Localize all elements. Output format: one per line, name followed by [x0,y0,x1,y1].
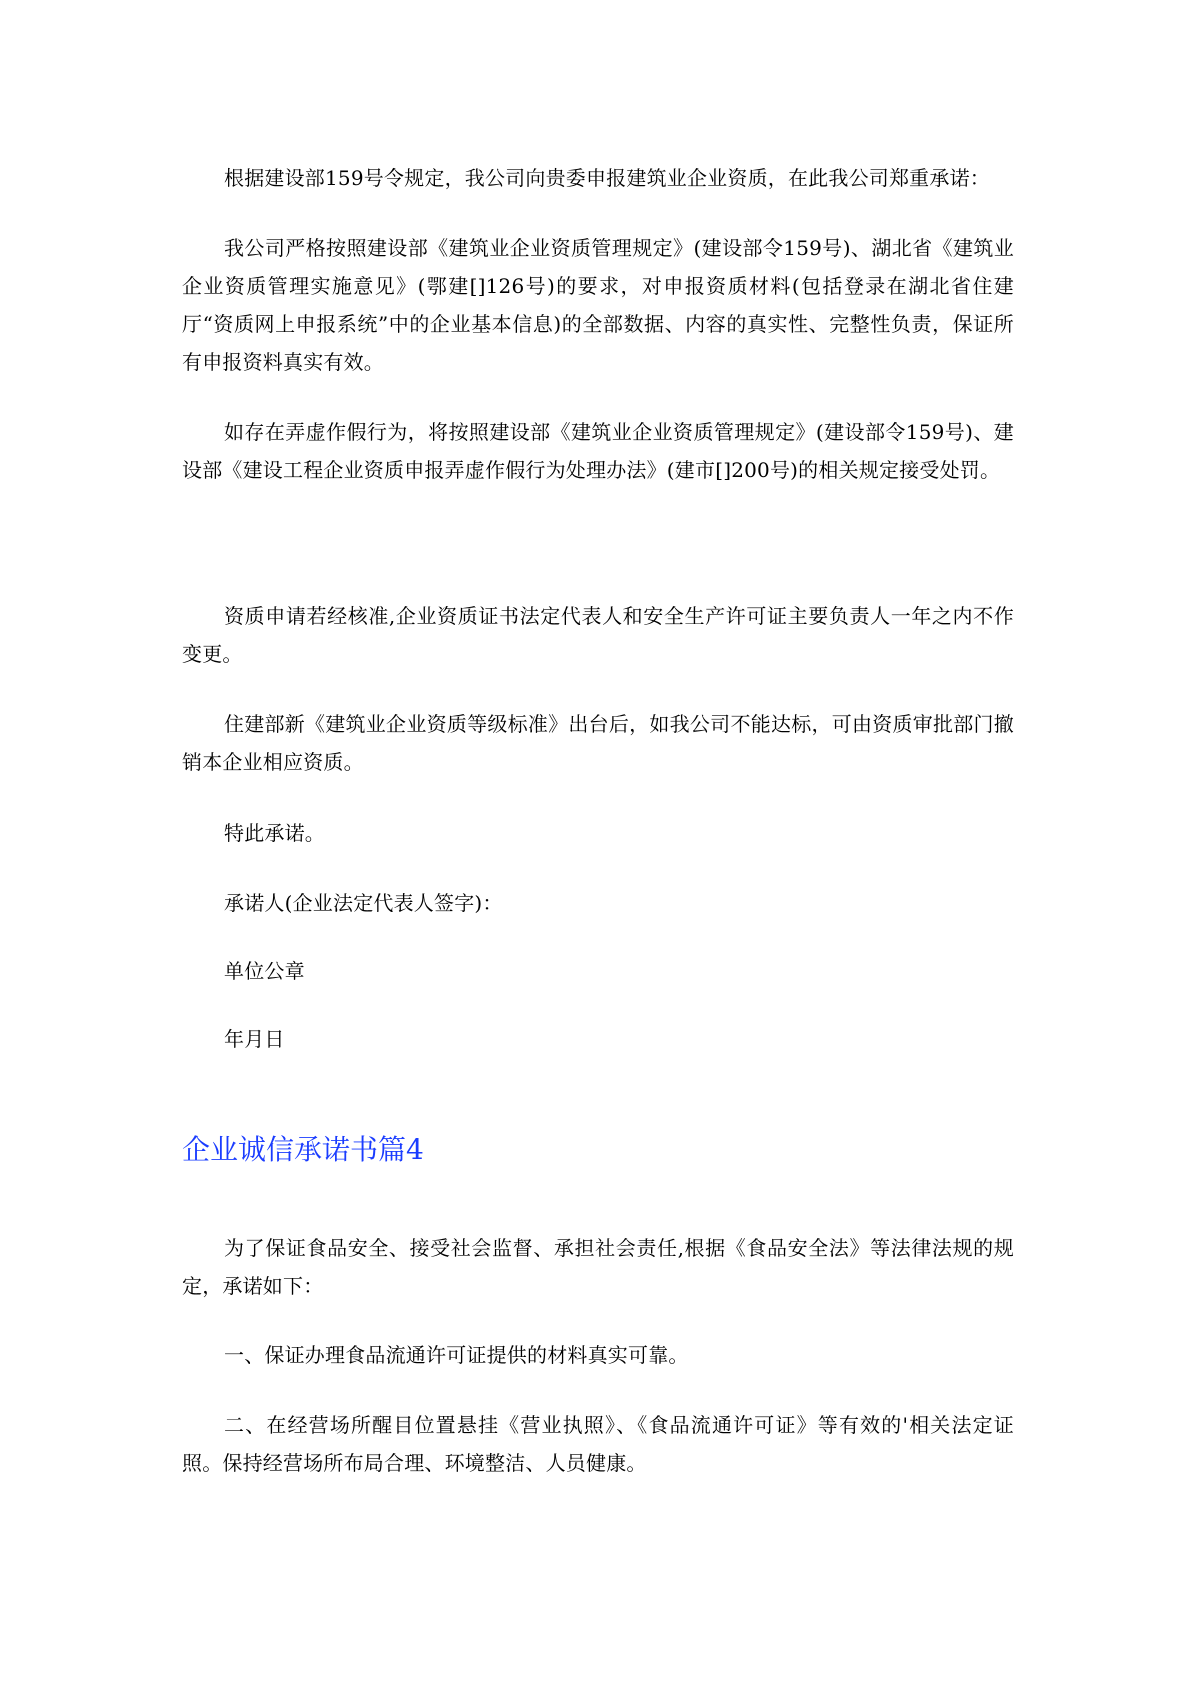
paragraph-food-intro: 为了保证食品安全、接受社会监督、承担社会责任,根据《食品安全法》等法律法规的规定，承诺如下： [182,1236,1014,1298]
paragraph-penalty: 如存在弄虚作假行为，将按照建设部《建筑业企业资质管理规定》(建设部令159号)、建设部《建设工程企业资质申报弄虚作假行为处理办法》(建市[]200号)的相关规定接受处罚。 [182,420,1014,482]
paragraph-item-1: 一、保证办理食品流通许可证提供的材料真实可靠。 [224,1343,689,1367]
paragraph-revoke: 住建部新《建筑业企业资质等级标准》出台后，如我公司不能达标，可由资质审批部门撤销本企业相应资质。 [182,712,1014,774]
paragraph-no-change: 资质申请若经核准,企业资质证书法定代表人和安全生产许可证主要负责人一年之内不作变更。 [182,604,1014,666]
paragraph-hereby: 特此承诺。 [224,821,325,845]
paragraph-signatory: 承诺人(企业法定代表人签字)： [224,891,503,915]
paragraph-intro: 根据建设部159号令规定，我公司向贵委申报建筑业企业资质，在此我公司郑重承诺： [224,166,990,190]
paragraph-seal: 单位公章 [224,959,305,983]
paragraph-item-2: 二、在经营场所醒目位置悬挂《营业执照》、《食品流通许可证》等有效的'相关法定证照。保持经营场所布局合理、环境整洁、人员健康。 [182,1413,1014,1475]
paragraph-date: 年月日 [224,1027,285,1051]
paragraph-compliance: 我公司严格按照建设部《建筑业企业资质管理规定》(建设部令159号)、湖北省《建筑业企业资质管理实施意见》(鄂建[]126号)的要求，对申报资质材料(包括登录在湖北省住建厅“资质网上申报系统”中的企业基本信息)的全部数据、内容的真实性、完整性负责，保证所有申报资料真实有效。 [182,236,1014,374]
section-heading: 企业诚信承诺书篇4 [182,1133,424,1166]
